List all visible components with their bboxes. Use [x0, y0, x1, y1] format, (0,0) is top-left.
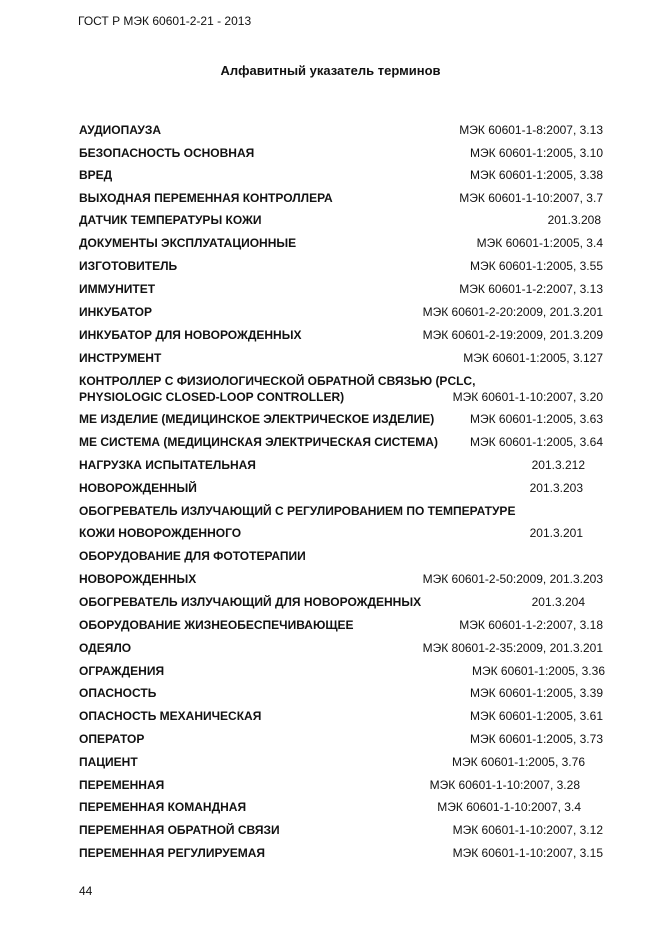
index-reference: МЭК 60601-1:2005, 3.127 [463, 351, 603, 365]
index-term: ОБОРУДОВАНИЕ ДЛЯ ФОТОТЕРАПИИ [79, 549, 306, 563]
index-reference: МЭК 60601-1:2005, 3.36 [471, 664, 605, 678]
index-term: МЕ СИСТЕМА (МЕДИЦИНСКАЯ ЭЛЕКТРИЧЕСКАЯ СИСТЕМА) [79, 435, 438, 449]
index-reference: МЭК 60601-1-10:2007, 3.4 [437, 800, 581, 814]
index-reference: МЭК 60601-1-8:2007, 3.13 [459, 123, 603, 137]
index-term: ПЕРЕМЕННАЯ КОМАНДНАЯ [79, 800, 247, 814]
index-term: ОПЕРАТОР [79, 732, 145, 746]
index-term: ПАЦИЕНТ [79, 755, 138, 769]
index-reference: МЭК 60601-1:2005, 3.10 [469, 146, 603, 160]
index-term: ОБОГРЕВАТЕЛЬ ИЗЛУЧАЮЩИЙ ДЛЯ НОВОРОЖДЕННЫХ [79, 595, 422, 609]
index-reference: МЭК 60601-1-10:2007, 3.15 [452, 846, 603, 860]
index-reference: МЭК 60601-1-2:2007, 3.13 [459, 282, 603, 296]
index-term: ИНСТРУМЕНТ [79, 351, 162, 365]
index-reference: 201.3.212 [531, 458, 585, 472]
index-reference: МЭК 60601-2-50:2009, 201.3.203 [422, 572, 603, 586]
index-term: МЕ ИЗДЕЛИЕ (МЕДИЦИНСКОЕ ЭЛЕКТРИЧЕСКОЕ ИЗДЕЛИЕ) [79, 412, 435, 426]
index-reference: МЭК 60601-1:2005, 3.38 [469, 168, 603, 182]
index-reference: МЭК 60601-1:2005, 3.39 [469, 686, 603, 700]
index-term: ИЗГОТОВИТЕЛЬ [79, 259, 178, 273]
index-term: ИНКУБАТОР [79, 305, 152, 319]
index-term: ДОКУМЕНТЫ ЭКСПЛУАТАЦИОННЫЕ [79, 236, 297, 250]
index-term: ОПАСНОСТЬ [79, 686, 157, 700]
index-term: НОВОРОЖДЕННЫЙ [79, 481, 197, 495]
index-term: ПЕРЕМЕННАЯ [79, 778, 165, 792]
index-reference: 201.3.203 [529, 481, 583, 495]
index-reference: 201.3.204 [531, 595, 585, 609]
index-reference: МЭК 60601-1:2005, 3.63 [469, 412, 603, 426]
index-reference: МЭК 60601-1-10:2007, 3.28 [429, 778, 580, 792]
index-term: PHYSIOLOGIC CLOSED-LOOP CONTROLLER) [79, 390, 345, 404]
index-term: ОДЕЯЛО [79, 641, 132, 655]
index-term: ОПАСНОСТЬ МЕХАНИЧЕСКАЯ [79, 709, 262, 723]
index-reference: 201.3.201 [529, 526, 583, 540]
index-reference: МЭК 60601-2-19:2009, 201.3.209 [422, 328, 603, 342]
index-reference: МЭК 80601-2-35:2009, 201.3.201 [422, 641, 603, 655]
index-term: ИММУНИТЕТ [79, 282, 156, 296]
index-reference: МЭК 60601-1:2005, 3.76 [451, 755, 585, 769]
index-term: ИНКУБАТОР ДЛЯ НОВОРОЖДЕННЫХ [79, 328, 302, 342]
page-number: 44 [79, 884, 93, 898]
index-term: ДАТЧИК ТЕМПЕРАТУРЫ КОЖИ [79, 213, 262, 227]
index-reference: МЭК 60601-1:2005, 3.4 [476, 236, 603, 250]
index-term: КОЖИ НОВОРОЖДЕННОГО [79, 526, 242, 540]
index-reference: МЭК 60601-1:2005, 3.73 [469, 732, 603, 746]
index-term: АУДИОПАУЗА [79, 123, 162, 137]
index-term: ПЕРЕМЕННАЯ РЕГУЛИРУЕМАЯ [79, 846, 266, 860]
index-term: ОБОГРЕВАТЕЛЬ ИЗЛУЧАЮЩИЙ С РЕГУЛИРОВАНИЕМ ПО ТЕМПЕРАТУРЕ [79, 504, 516, 518]
index-reference: МЭК 60601-1-2:2007, 3.18 [459, 618, 603, 632]
index-reference: МЭК 60601-1-10:2007, 3.7 [459, 191, 603, 205]
index-reference: МЭК 60601-1-10:2007, 3.20 [452, 390, 603, 404]
index-term: ПЕРЕМЕННАЯ ОБРАТНОЙ СВЯЗИ [79, 823, 280, 837]
index-term: БЕЗОПАСНОСТЬ ОСНОВНАЯ [79, 146, 255, 160]
index-term: ОГРАЖДЕНИЯ [79, 664, 165, 678]
index-term: ВРЕД [79, 168, 113, 182]
index-term: ОБОРУДОВАНИЕ ЖИЗНЕОБЕСПЕЧИВАЮЩЕЕ [79, 618, 354, 632]
index-title: Алфавитный указатель терминов [220, 63, 441, 78]
document-header: ГОСТ Р МЭК 60601-2-21 - 2013 [78, 14, 252, 28]
index-term: НАГРУЗКА ИСПЫТАТЕЛЬНАЯ [79, 458, 256, 472]
index-reference: 201.3.208 [547, 213, 601, 227]
index-reference: МЭК 60601-1:2005, 3.55 [469, 259, 603, 273]
index-term: ВЫХОДНАЯ ПЕРЕМЕННАЯ КОНТРОЛЛЕРА [79, 191, 333, 205]
index-reference: МЭК 60601-2-20:2009, 201.3.201 [422, 305, 603, 319]
index-reference: МЭК 60601-1:2005, 3.64 [469, 435, 603, 449]
index-term: НОВОРОЖДЕННЫХ [79, 572, 197, 586]
index-reference: МЭК 60601-1-10:2007, 3.12 [452, 823, 603, 837]
index-reference: МЭК 60601-1:2005, 3.61 [469, 709, 603, 723]
index-term: КОНТРОЛЛЕР С ФИЗИОЛОГИЧЕСКОЙ ОБРАТНОЙ СВЯЗЬЮ (PCLC, [79, 374, 476, 388]
